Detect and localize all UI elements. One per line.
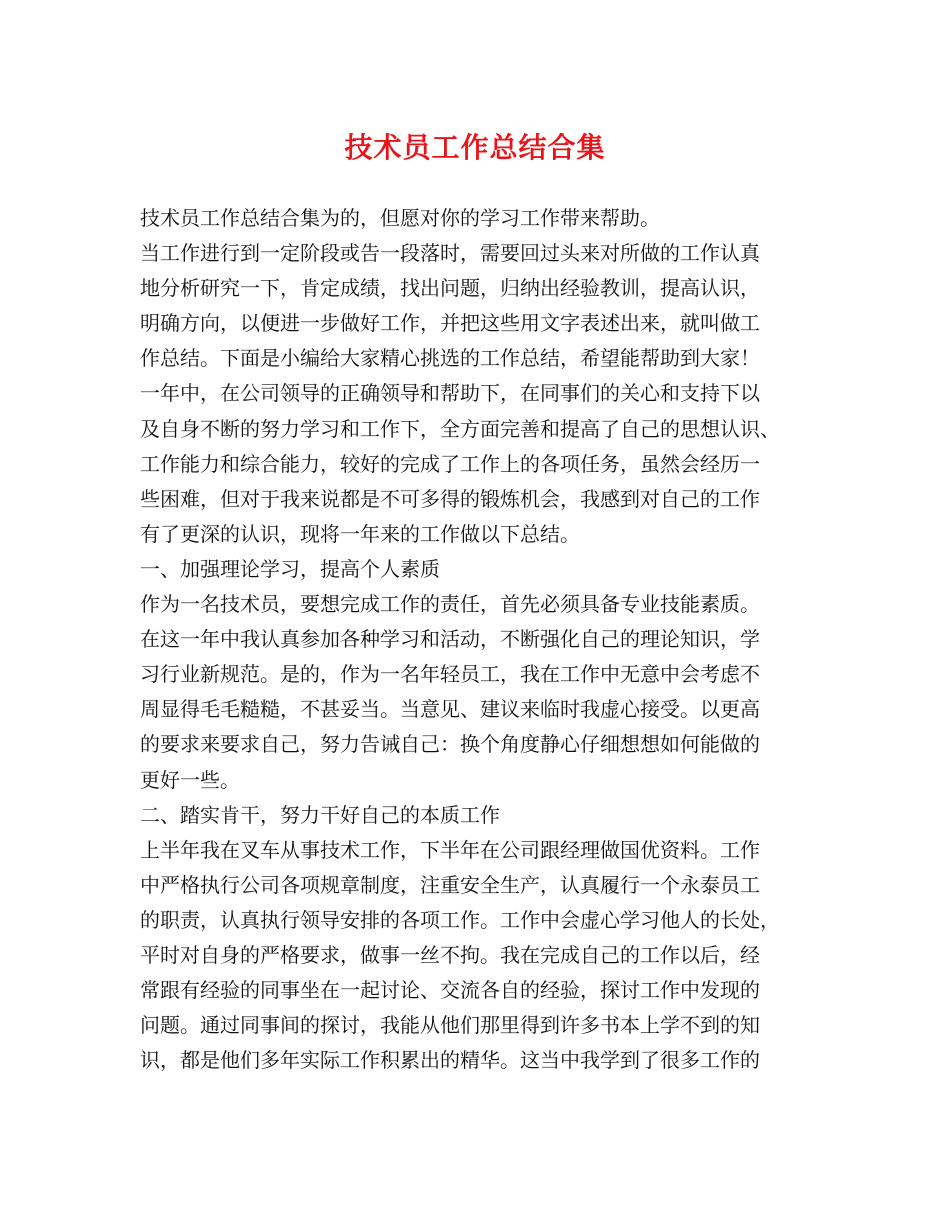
body-line: 习行业新规范。是的，作为一名年轻员工，我在工作中无意中会考虑不 [140, 662, 760, 687]
body-line: 识，都是他们多年实际工作积累出的精华。这当中我学到了很多工作的 [140, 1048, 760, 1073]
body-line: 及自身不断的努力学习和工作下，全方面完善和提高了自己的思想认识、 [140, 416, 780, 441]
body-line: 在这一年中我认真参加各种学习和活动，不断强化自己的理论知识，学 [140, 627, 760, 652]
body-line: 更好一些。 [140, 767, 240, 792]
body-line: 工作能力和综合能力，较好的完成了工作上的各项任务，虽然会经历一 [140, 451, 760, 476]
body-line: 常跟有经验的同事坐在一起讨论、交流各自的经验，探讨工作中发现的 [140, 978, 760, 1003]
body-line: 上半年我在叉车从事技术工作，下半年在公司跟经理做国优资料。工作 [140, 837, 760, 862]
document-body [140, 201, 820, 1078]
body-line: 明确方向，以便进一步做好工作，并把这些用文字表述出来，就叫做工 [140, 311, 760, 336]
section-heading: 一、加强理论学习，提高个人素质 [140, 556, 440, 581]
section-heading: 二、踏实肯干，努力干好自己的本质工作 [140, 802, 500, 827]
body-line: 当工作进行到一定阶段或告一段落时，需要回过头来对所做的工作认真 [140, 241, 760, 266]
body-line: 技术员工作总结合集为的，但愿对你的学习工作带来帮助。 [140, 206, 660, 230]
body-line: 的职责，认真执行领导安排的各项工作。工作中会虚心学习他人的长处， [140, 907, 780, 932]
document-title: 技术员工作总结合集 [344, 131, 606, 164]
body-line: 的要求来要求自己，努力告诫自己：换个角度静心仔细想想如何能做的 [140, 732, 760, 757]
body-line: 作总结。下面是小编给大家精心挑选的工作总结，希望能帮助到大家！ [140, 346, 760, 371]
body-line: 平时对自身的严格要求，做事一丝不拘。我在完成自己的工作以后，经 [140, 942, 760, 967]
body-line: 周显得毛毛糙糙，不甚妥当。当意见、建议来临时我虚心接受。以更高 [140, 697, 760, 722]
body-line: 有了更深的认识，现将一年来的工作做以下总结。 [140, 521, 580, 546]
body-line: 问题。通过同事间的探讨，我能从他们那里得到许多书本上学不到的知 [140, 1013, 760, 1038]
body-line: 些困难，但对于我来说都是不可多得的锻炼机会，我感到对自己的工作 [140, 486, 760, 511]
body-line: 作为一名技术员，要想完成工作的责任，首先必须具备专业技能素质。 [140, 592, 760, 617]
body-line: 地分析研究一下，肯定成绩，找出问题，归纳出经验教训，提高认识， [140, 276, 760, 301]
body-line: 一年中，在公司领导的正确领导和帮助下，在同事们的关心和支持下以 [140, 381, 760, 406]
body-line: 中严格执行公司各项规章制度，注重安全生产，认真履行一个永泰员工 [140, 872, 760, 897]
